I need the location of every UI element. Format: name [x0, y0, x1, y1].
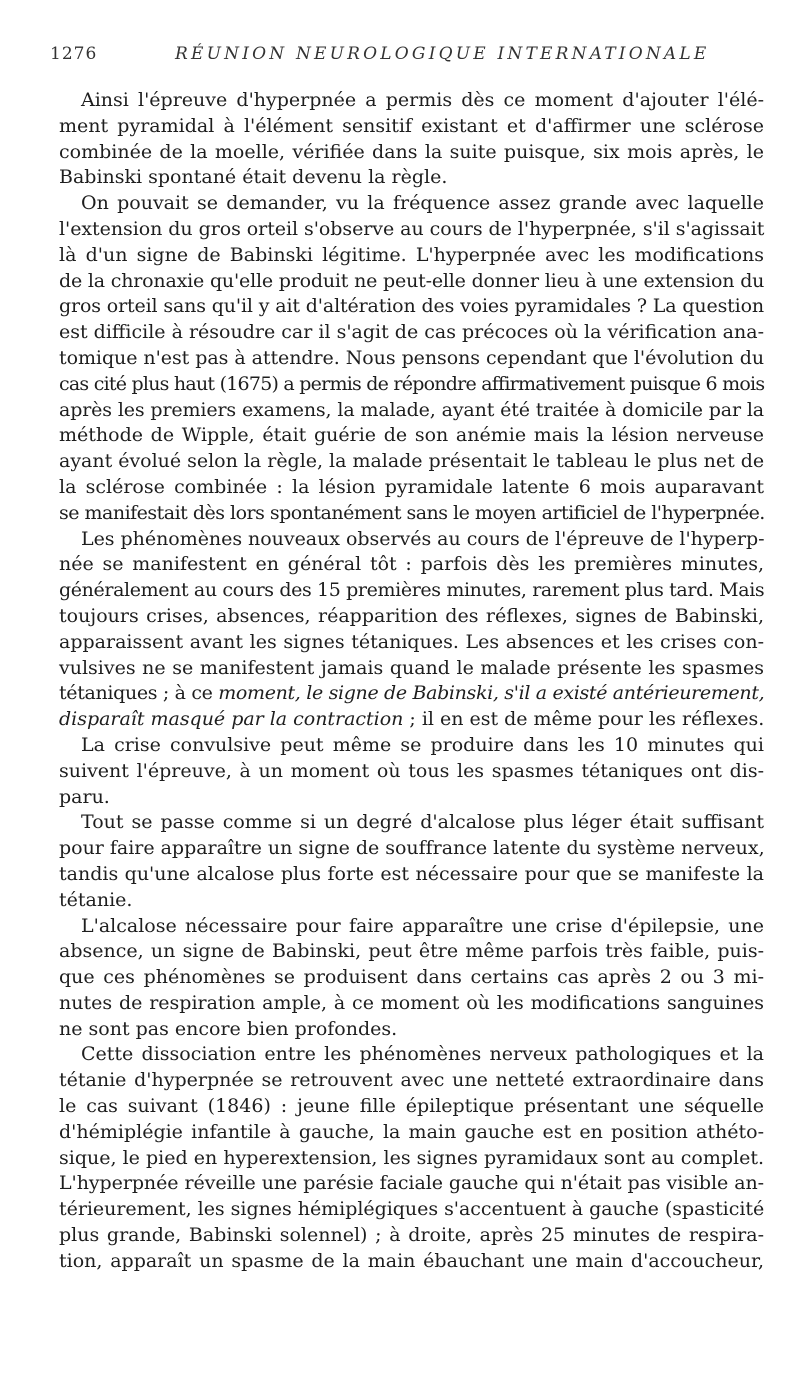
text-line: L'alcalose nécessaire pour faire apparaître une crise d'épilepsie, une — [81, 914, 764, 937]
text-line: la sclérose combinée : la lésion pyramidale latente 6 mois auparavant — [59, 475, 764, 498]
text-line: Les phénomènes nouveaux observés au cours de l'épreuve de l'hyperp- — [81, 527, 765, 550]
running-head — [50, 44, 760, 72]
text-line: apparaissent avant les signes tétaniques. Les absences et les crises con- — [59, 630, 764, 653]
text-line: La crise convulsive peut même se produire dans les 10 minutes qui — [81, 733, 764, 756]
text-span: ; il en est de même pour les réflexes. — [403, 708, 765, 731]
text-line: sique, le pied en hyperextension, les signes pyramidaux sont au complet. — [59, 1146, 764, 1169]
paragraph — [59, 88, 764, 191]
paragraph — [59, 733, 764, 810]
text-line: le cas suivant (1846) : jeune fille épileptique présentant une séquelle — [59, 1095, 764, 1118]
running-title: RÉUNION NEUROLOGIQUE INTERNATIONALE — [175, 44, 710, 64]
text-span: tétaniques ; à ce — [59, 682, 219, 705]
text-line: ne sont pas encore bien profondes. — [59, 1017, 398, 1040]
text-line: née se manifestent en général tôt : parfois dès les premières minutes, — [59, 553, 764, 576]
text-line: ayant évolué selon la règle, la malade présentait le tableau le plus net de — [59, 450, 765, 473]
text-line: gros orteil sans qu'il y ait d'altération des voies pyramidales ? La question — [59, 295, 764, 318]
text-line — [59, 707, 764, 733]
text-line: vulsives ne se manifestent jamais quand le malade présente les spasmes — [59, 656, 764, 679]
text-line: tandis qu'une alcalose plus forte est nécessaire pour que se manifeste la — [59, 862, 764, 885]
text-line: suivent l'épreuve, à un moment où tous les spasmes tétaniques ont dis- — [59, 759, 764, 782]
text-line: Tout se passe comme si un degré d'alcalose plus léger était suffisant — [81, 811, 764, 834]
text-line: généralement au cours des 15 premières minutes, rarement plus tard. Mais — [59, 579, 765, 602]
text-line: tion, apparaît un spasme de la main ébauchant une main d'accoucheur, — [59, 1249, 764, 1272]
text-line: térieurement, les signes hémiplégiques s'accentuent à gauche (spasticité — [59, 1198, 765, 1221]
text-line: On pouvait se demander, vu la fréquence assez grande avec laquelle — [81, 192, 764, 215]
text-line: L'hyperpnée réveille une parésie faciale gauche qui n'était pas visible an- — [59, 1172, 764, 1195]
paragraph — [59, 1042, 764, 1274]
text-line: méthode de Wipple, était guérie de son anémie mais la lésion nerveuse — [59, 424, 764, 447]
text-line: ment pyramidal à l'élément sensitif existant et d'affirmer une sclérose — [59, 114, 764, 137]
text-line: là d'un signe de Babinski légitime. L'hyperpnée avec les modifications — [59, 243, 764, 266]
page-number: 1276 — [50, 44, 98, 64]
text-line: Babinski spontané était devenu la règle. — [59, 166, 448, 189]
paragraph — [59, 810, 764, 913]
italic-span: disparaît masqué par la contraction — [59, 708, 404, 731]
paragraph — [59, 527, 764, 733]
text-line: absence, un signe de Babinski, peut être même parfois très faible, puis- — [59, 940, 764, 963]
text-line: d'hémiplégie infantile à gauche, la main gauche est en position athéto- — [59, 1120, 764, 1143]
italic-span: moment, le signe de Babinski, s'il a existé antérieurement, — [218, 682, 765, 705]
text-line: nutes de respiration ample, à ce moment où les modifications sanguines — [59, 991, 764, 1014]
text-line: plus grande, Babinski solennel) ; à droite, après 25 minutes de respira- — [59, 1224, 764, 1247]
text-line: est difficile à résoudre car il s'agit de cas précoces où la vérification ana- — [59, 321, 764, 344]
text-line: tomique n'est pas à attendre. Nous pensons cependant que l'évolution du — [59, 346, 764, 369]
paragraph — [59, 914, 764, 1043]
text-line: se manifestait dès lors spontanément sans le moyen artificiel de l'hyperpnée. — [59, 501, 765, 524]
text-line: combinée de la moelle, vérifiée dans la suite puisque, six mois après, le — [59, 140, 764, 163]
text-line: que ces phénomènes se produisent dans certains cas après 2 ou 3 mi- — [59, 966, 764, 989]
text-line: pour faire apparaître un signe de souffrance latente du système nerveux, — [59, 837, 765, 860]
text-line — [59, 681, 764, 707]
text-line: Cette dissociation entre les phénomènes nerveux pathologiques et la — [81, 1043, 764, 1066]
body-text — [59, 88, 764, 1275]
text-line: de la chronaxie qu'elle produit ne peut-elle donner lieu à une extension du — [59, 269, 765, 292]
text-line: paru. — [59, 785, 110, 808]
text-line: l'extension du gros orteil s'observe au cours de l'hyperpnée, s'il s'agissait — [59, 217, 765, 240]
text-line: Ainsi l'épreuve d'hyperpnée a permis dès ce moment d'ajouter l'élé- — [81, 89, 764, 111]
text-line: cas cité plus haut (1675) a permis de répondre affirmativement puisque 6 mois — [59, 372, 765, 395]
text-line: toujours crises, absences, réapparition des réflexes, signes de Babinski, — [59, 604, 764, 627]
text-line: tétanie. — [59, 888, 133, 911]
text-line: tétanie d'hyperpnée se retrouvent avec une netteté extraordinaire dans — [59, 1069, 764, 1092]
paragraph — [59, 191, 764, 526]
text-line: après les premiers examens, la malade, ayant été traitée à domicile par la — [59, 398, 764, 421]
